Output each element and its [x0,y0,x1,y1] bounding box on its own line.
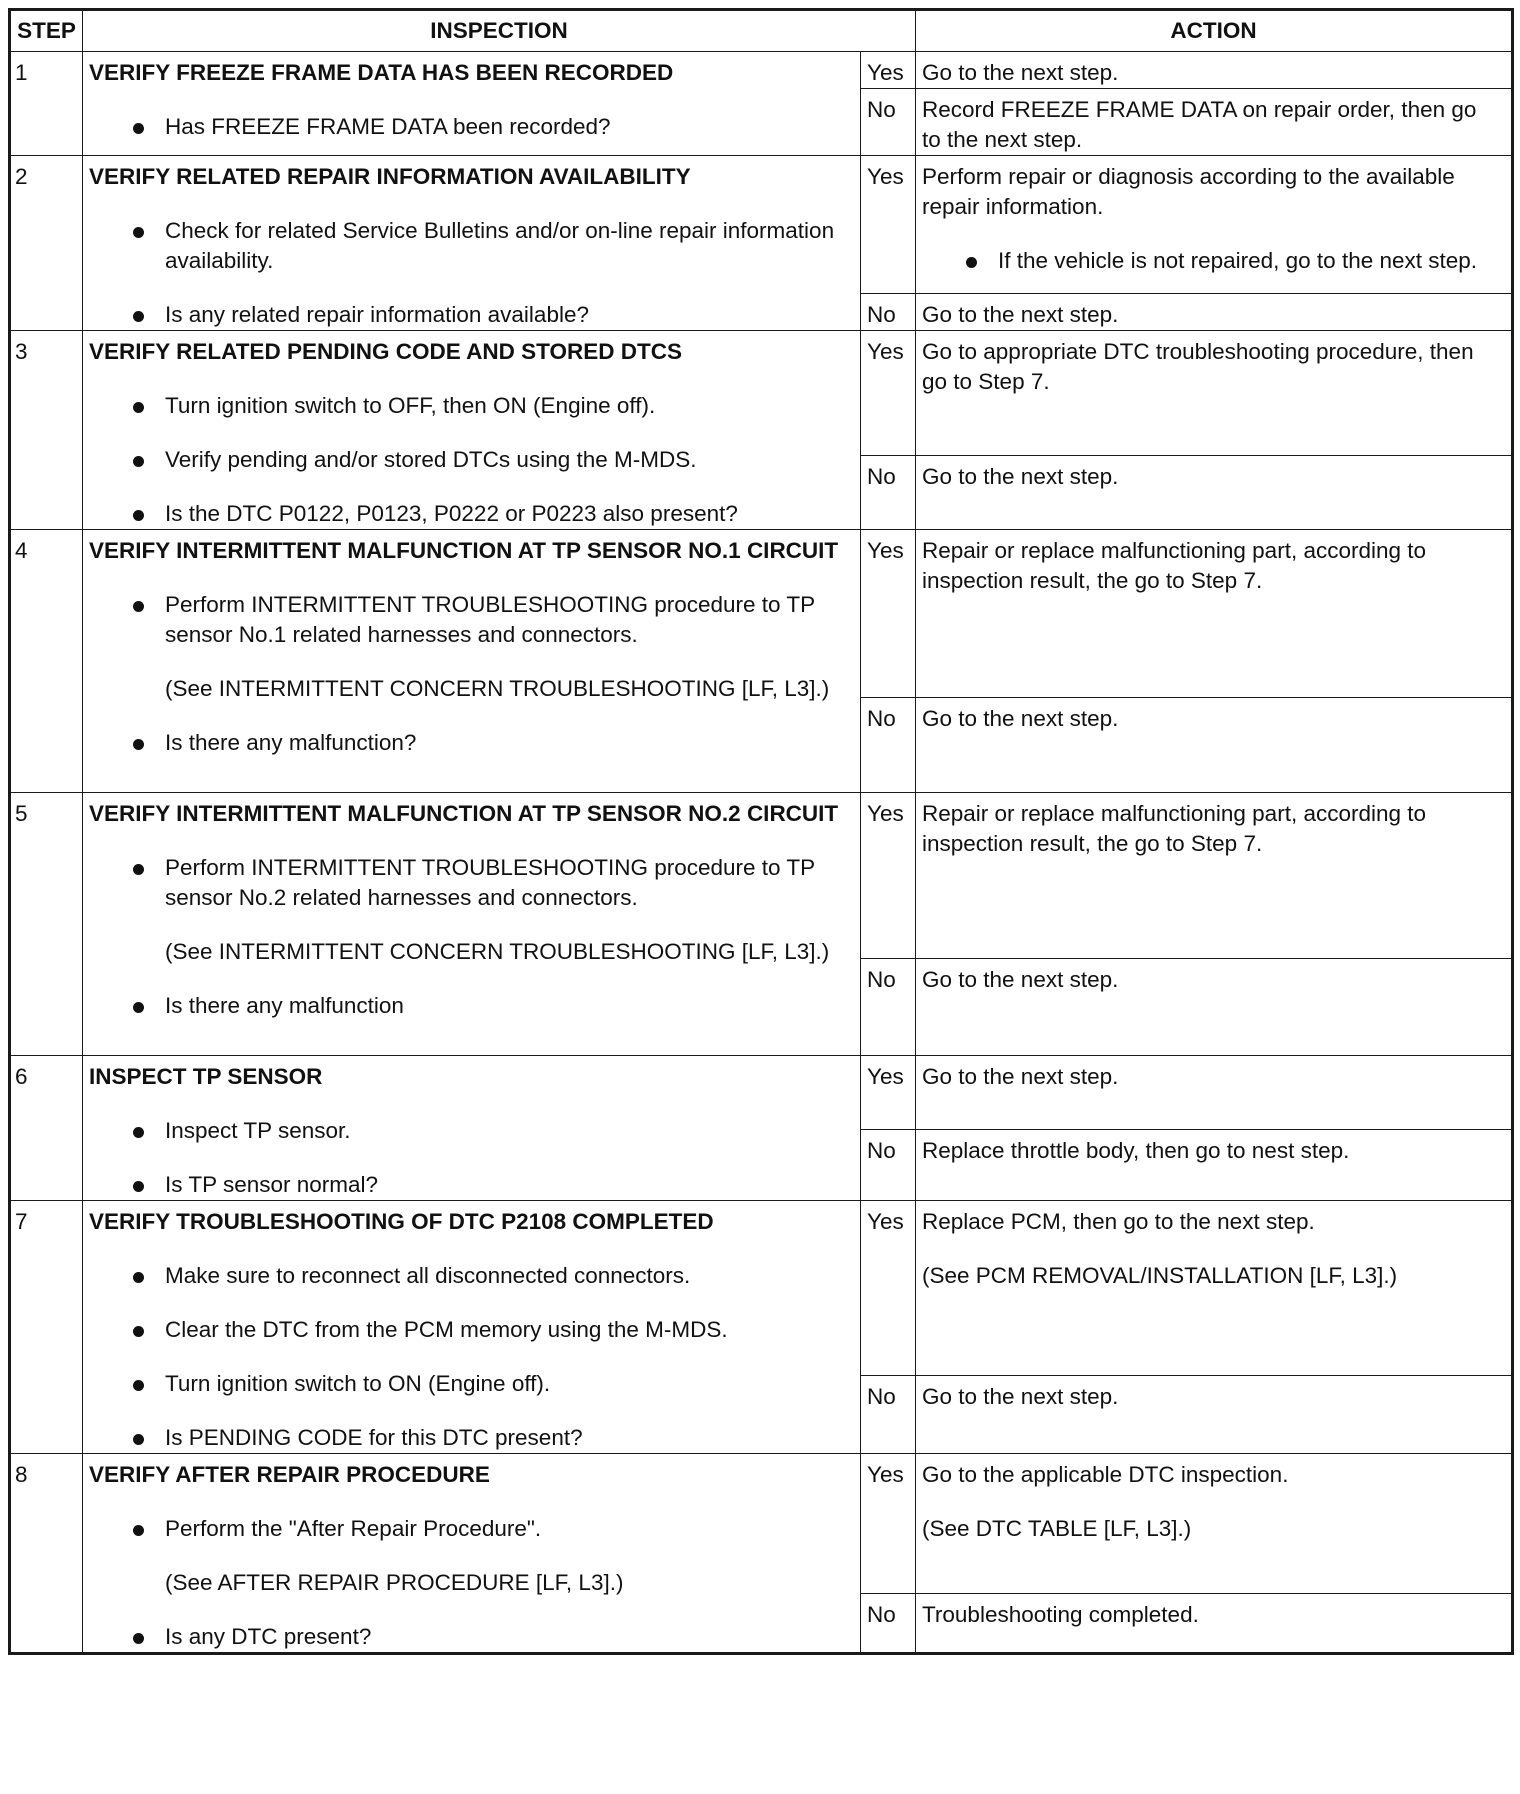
bullet-icon [133,1525,144,1536]
action-item-text: Repair or replace malfunctioning part, according to inspection result, the go to Step 7. [922,538,1427,593]
action-item [922,300,1499,330]
inspection-item [89,1315,852,1345]
table-row [10,1454,1513,1594]
action-item-text: Go to the next step. [922,1064,1119,1089]
inspection-title: VERIFY INTERMITTENT MALFUNCTION AT TP SENSOR NO.1 CIRCUIT [89,538,839,563]
bullet-icon [133,123,144,134]
action-item [922,58,1499,88]
inspection-item [89,499,852,529]
yes-action [916,1056,1513,1130]
inspection-title: VERIFY INTERMITTENT MALFUNCTION AT TP SENSOR NO.2 CIRCUIT [89,801,839,826]
bullet-icon [133,1326,144,1337]
yes-action [916,156,1513,294]
inspection-item-text: Inspect TP sensor. [165,1118,351,1143]
no-label: No [861,1376,916,1454]
inspection-item-text: Perform the "After Repair Procedure". [165,1516,542,1541]
yes-action [916,530,1513,698]
yes-label: Yes [861,793,916,959]
inspection-title: VERIFY RELATED REPAIR INFORMATION AVAILABILITY [89,164,691,189]
inspection-item-text: Is PENDING CODE for this DTC present? [165,1425,583,1450]
no-action [916,89,1513,156]
action-item-text: (See PCM REMOVAL/INSTALLATION [LF, L3].) [922,1263,1398,1288]
no-label: No [861,1129,916,1200]
table-row [10,156,1513,294]
inspection-item-text: Is TP sensor normal? [165,1172,379,1197]
action-item [922,1062,1499,1092]
bullet-icon [133,1380,144,1391]
no-action [916,959,1513,1056]
inspection-item-text: Clear the DTC from the PCM memory using the M-MDS. [165,1317,728,1342]
inspection-item [89,853,852,913]
inspection-item [89,1261,852,1291]
bullet-icon [133,1002,144,1013]
action-item [922,1460,1499,1490]
inspection-item-text: (See INTERMITTENT CONCERN TROUBLESHOOTING [LF, L3].) [165,676,830,701]
action-item-text: Replace throttle body, then go to nest step. [922,1137,1350,1163]
inspection-item-text: Turn ignition switch to ON (Engine off). [165,1371,551,1396]
table-row [10,793,1513,959]
yes-label: Yes [861,156,916,294]
bullet-icon [133,1434,144,1445]
bullet-icon [133,227,144,238]
action-item-text: Go to the next step. [922,302,1119,327]
inspection-note [89,674,852,704]
action-item-text: Go to appropriate DTC troubleshooting procedure, then go to Step 7. [922,339,1474,394]
inspection-item-text: (See AFTER REPAIR PROCEDURE [LF, L3].) [165,1570,624,1595]
inspection-item [89,112,852,142]
bullet-icon [966,257,977,268]
bullet-icon [133,1633,144,1644]
yes-label: Yes [861,1201,916,1376]
step-number: 5 [10,793,83,1056]
bullet-icon [133,739,144,750]
bullet-icon [133,601,144,612]
inspection-item [89,216,852,276]
inspection-item-text: Turn ignition switch to OFF, then ON (Engine off). [165,393,656,418]
inspection-item [89,1423,852,1453]
action-item-text: Replace PCM, then go to the next step. [922,1209,1315,1234]
action-item [922,704,1499,734]
action-item-text: Go to the next step. [922,706,1119,731]
table-row [10,52,1513,89]
inspection-cell [83,1201,861,1454]
step-number: 8 [10,1454,83,1654]
bullet-icon [133,1127,144,1138]
no-label: No [861,89,916,156]
bullet-icon [133,456,144,467]
yes-action [916,52,1513,89]
no-action [916,1594,1513,1654]
inspection-cell [83,331,861,530]
inspection-item [89,590,852,650]
no-label: No [861,698,916,793]
action-item-text: Troubleshooting completed. [922,1602,1199,1627]
step-number: 4 [10,530,83,793]
yes-action [916,1201,1513,1376]
no-action [916,698,1513,793]
step-number: 3 [10,331,83,530]
step-number: 2 [10,156,83,331]
step-number: 7 [10,1201,83,1454]
table-row [10,1201,1513,1376]
action-item [922,1207,1499,1237]
no-action [916,294,1513,331]
table-body [10,52,1513,1654]
action-item-text: If the vehicle is not repaired, go to the next step. [998,248,1478,273]
no-action [916,1376,1513,1454]
bullet-icon [133,311,144,322]
action-item-text: Go to the next step. [922,1384,1119,1410]
action-item [922,462,1499,492]
inspection-item-text: Is any DTC present? [165,1624,372,1649]
inspection-title: VERIFY TROUBLESHOOTING OF DTC P2108 COMPLETED [89,1209,714,1234]
troubleshooting-table [8,8,1514,1655]
inspection-header: INSPECTION [83,10,916,52]
inspection-item [89,728,852,758]
yes-action [916,1454,1513,1594]
action-item-text: Perform repair or diagnosis according to the available repair information. [922,164,1455,219]
inspection-title: VERIFY FREEZE FRAME DATA HAS BEEN RECORDED [89,60,674,85]
inspection-cell [83,156,861,331]
action-item [922,965,1499,995]
yes-label: Yes [861,530,916,698]
inspection-item [89,391,852,421]
action-item [922,337,1499,397]
inspection-item [89,1116,852,1146]
inspection-item [89,300,852,330]
action-item-text: Repair or replace malfunctioning part, according to inspection result, the go to Step 7. [922,801,1427,856]
action-item-text: Go to the applicable DTC inspection. [922,1462,1289,1487]
inspection-item [89,1369,852,1399]
inspection-item-text: Has FREEZE FRAME DATA been recorded? [165,114,611,139]
yes-label: Yes [861,331,916,456]
inspection-item-text: Make sure to reconnect all disconnected connectors. [165,1263,691,1288]
inspection-item [89,1514,852,1544]
no-action [916,1129,1513,1200]
no-label: No [861,456,916,530]
action-item [922,536,1499,596]
yes-label: Yes [861,52,916,89]
table-row [10,1056,1513,1130]
inspection-item [89,445,852,475]
action-item [922,1600,1499,1630]
table-row [10,530,1513,698]
bullet-icon [133,1272,144,1283]
inspection-cell [83,530,861,793]
no-label: No [861,294,916,331]
action-item [922,1382,1499,1412]
inspection-title: INSPECT TP SENSOR [89,1064,323,1089]
no-label: No [861,1594,916,1654]
action-item-text: Go to the next step. [922,464,1119,490]
inspection-item-text: Check for related Service Bulletins and/or on-line repair information availability. [165,218,835,273]
inspection-title: VERIFY RELATED PENDING CODE AND STORED DTCS [89,339,682,364]
inspection-item-text: Is the DTC P0122, P0123, P0222 or P0223 also present? [165,501,738,526]
bullet-icon [133,1181,144,1192]
inspection-title: VERIFY AFTER REPAIR PROCEDURE [89,1462,490,1487]
inspection-item-text: Is there any malfunction? [165,730,417,755]
inspection-item-text: Is any related repair information available? [165,302,589,327]
yes-action [916,793,1513,959]
yes-label: Yes [861,1454,916,1594]
inspection-item [89,1622,852,1652]
inspection-item [89,991,852,1021]
action-item-text: Go to the next step. [922,967,1119,992]
step-number: 1 [10,52,83,156]
inspection-item-text: Perform INTERMITTENT TROUBLESHOOTING procedure to TP sensor No.2 related harnesses and connectors. [165,855,815,910]
inspection-item-text: Is there any malfunction [165,993,404,1018]
action-item [922,799,1499,859]
inspection-cell [83,52,861,156]
action-item [922,1514,1499,1544]
action-item [922,95,1499,155]
action-item [922,246,1499,276]
action-item [922,1136,1499,1166]
bullet-icon [133,864,144,875]
action-item-text: Record FREEZE FRAME DATA on repair order, then go to the next step. [922,97,1477,152]
yes-label: Yes [861,1056,916,1130]
inspection-item [89,1170,852,1200]
inspection-item-text: Perform INTERMITTENT TROUBLESHOOTING procedure to TP sensor No.1 related harnesses and connectors. [165,592,815,647]
action-item [922,1261,1499,1291]
inspection-note [89,1568,852,1598]
yes-action [916,331,1513,456]
action-item-text: Go to the next step. [922,60,1119,85]
bullet-icon [133,510,144,521]
action-item [922,162,1499,222]
action-item-text: (See DTC TABLE [LF, L3].) [922,1516,1192,1541]
inspection-note [89,937,852,967]
inspection-item-text: Verify pending and/or stored DTCs using the M-MDS. [165,447,697,472]
table-row [10,331,1513,456]
header-row [10,10,1513,52]
bullet-icon [133,402,144,413]
no-label: No [861,959,916,1056]
inspection-cell [83,793,861,1056]
inspection-cell [83,1454,861,1654]
no-action [916,456,1513,530]
step-header: STEP [10,10,83,52]
inspection-item-text: (See INTERMITTENT CONCERN TROUBLESHOOTING [LF, L3].) [165,939,830,964]
action-header: ACTION [916,10,1513,52]
inspection-cell [83,1056,861,1201]
step-number: 6 [10,1056,83,1201]
